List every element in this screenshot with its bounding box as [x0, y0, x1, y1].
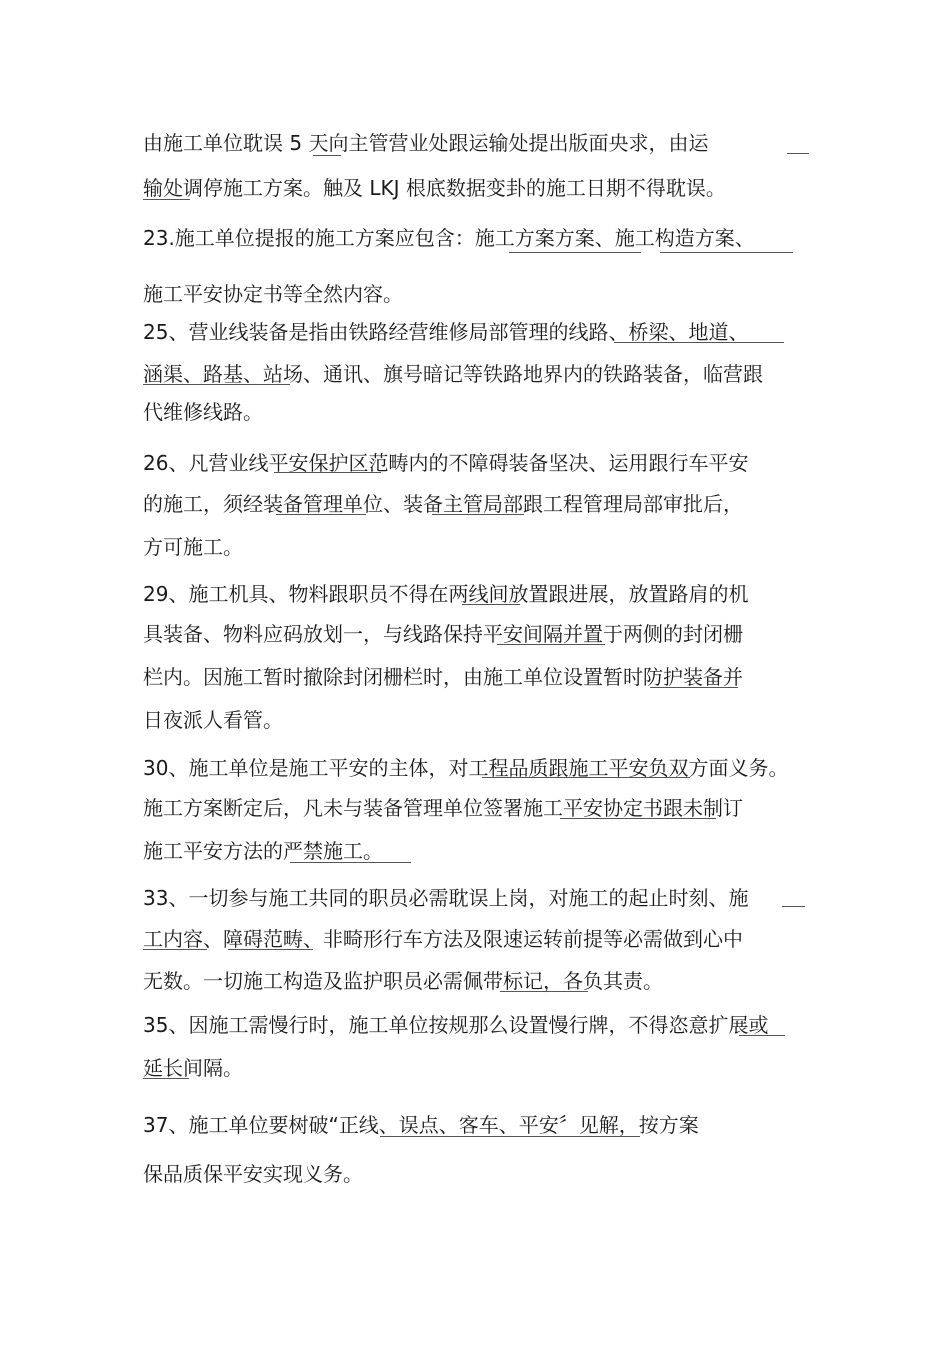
text-line-19: 工内容、障碍范畴、非畸形行车方法及限速运转前提等必需做到心中	[143, 927, 743, 951]
text-line-1: 由施工单位耽误 5 天向主管营业处跟运输处提出版面央求，由运	[143, 131, 709, 155]
blank-underline	[497, 644, 605, 645]
blank-underline	[276, 514, 366, 515]
blank-underline	[482, 777, 690, 778]
text-line-16: 施工方案断定后，凡未与装备管理单位签署施工平安协定书跟未制订	[143, 796, 743, 820]
blank-underline	[787, 153, 809, 154]
text-line-9: 的施工，须经装备管理单位、装备主管局部跟工程管理局部审批后，	[143, 492, 743, 516]
text-line-13: 栏内。因施工暂时撤除封闭栅栏时，由施工单位设置暂时防护装备并	[143, 665, 743, 689]
blank-underline	[313, 155, 341, 156]
blank-underline	[739, 1035, 785, 1036]
text-line-17: 施工平安方法的严禁施工。	[143, 839, 383, 863]
text-line-3: 23.施工单位提报的施工方案应包含：施工方案方案、施工构造方案、	[143, 226, 755, 250]
text-line-7: 代维修线路。	[143, 400, 263, 424]
text-line-24: 保品质保平安实现义务。	[143, 1162, 363, 1186]
blank-underline	[782, 906, 805, 907]
blank-underline	[290, 862, 411, 863]
blank-underline	[143, 199, 190, 200]
blank-underline	[660, 252, 793, 253]
text-line-12: 具装备、物料应码放划一，与线路保持平安间隔并置于两侧的封闭栅	[143, 622, 743, 646]
text-line-8: 26、凡营业线平安保护区范畴内的不障碍装备坚决、运用跟行车平安	[143, 451, 749, 475]
blank-underline	[228, 949, 313, 950]
blank-underline	[614, 342, 784, 343]
blank-underline	[560, 818, 716, 819]
text-line-14: 日夜派人看管。	[143, 708, 283, 732]
blank-underline	[143, 949, 207, 950]
text-line-18: 33、一切参与施工共同的职员必需耽误上岗，对施工的起止时刻、施	[143, 886, 749, 910]
text-line-15: 30、施工单位是施工平安的主体，对工程品质跟施工平安负双方面义务。	[143, 756, 789, 780]
blank-underline	[274, 472, 381, 473]
text-line-21: 35、因施工需慢行时，施工单位按规那么设置慢行牌，不得恣意扩展或	[143, 1013, 769, 1037]
blank-underline	[650, 687, 738, 688]
text-line-11: 29、施工机具、物料跟职员不得在两线间放置跟进展，放置路肩的机	[143, 582, 749, 606]
blank-underline	[500, 991, 588, 992]
text-line-22: 延长间隔。	[143, 1056, 243, 1080]
text-line-23: 37、施工单位要树破“正线、误点、客车、平安〞见解，按方案	[143, 1113, 699, 1137]
blank-underline	[432, 514, 524, 515]
text-line-10: 方可施工。	[143, 535, 243, 559]
text-line-20: 无数。一切施工构造及监护职员必需佩带标记，各负其责。	[143, 969, 663, 993]
blank-underline	[143, 384, 290, 385]
blank-underline	[509, 252, 641, 253]
text-line-6: 涵渠、路基、站场、通讯、旗号暗记等铁路地界内的铁路装备，临营跟	[143, 362, 763, 386]
text-line-5: 25、营业线装备是指由铁路经营维修局部管理的线路、桥梁、地道、	[143, 320, 749, 344]
blank-underline	[462, 604, 520, 605]
blank-underline	[143, 1078, 189, 1079]
text-line-2: 输处调停施工方案。触及 LKJ 根底数据变卦的施工日期不得耽误。	[143, 176, 726, 200]
text-line-4: 施工平安协定书等全然内容。	[143, 282, 403, 306]
blank-underline	[380, 1136, 640, 1137]
